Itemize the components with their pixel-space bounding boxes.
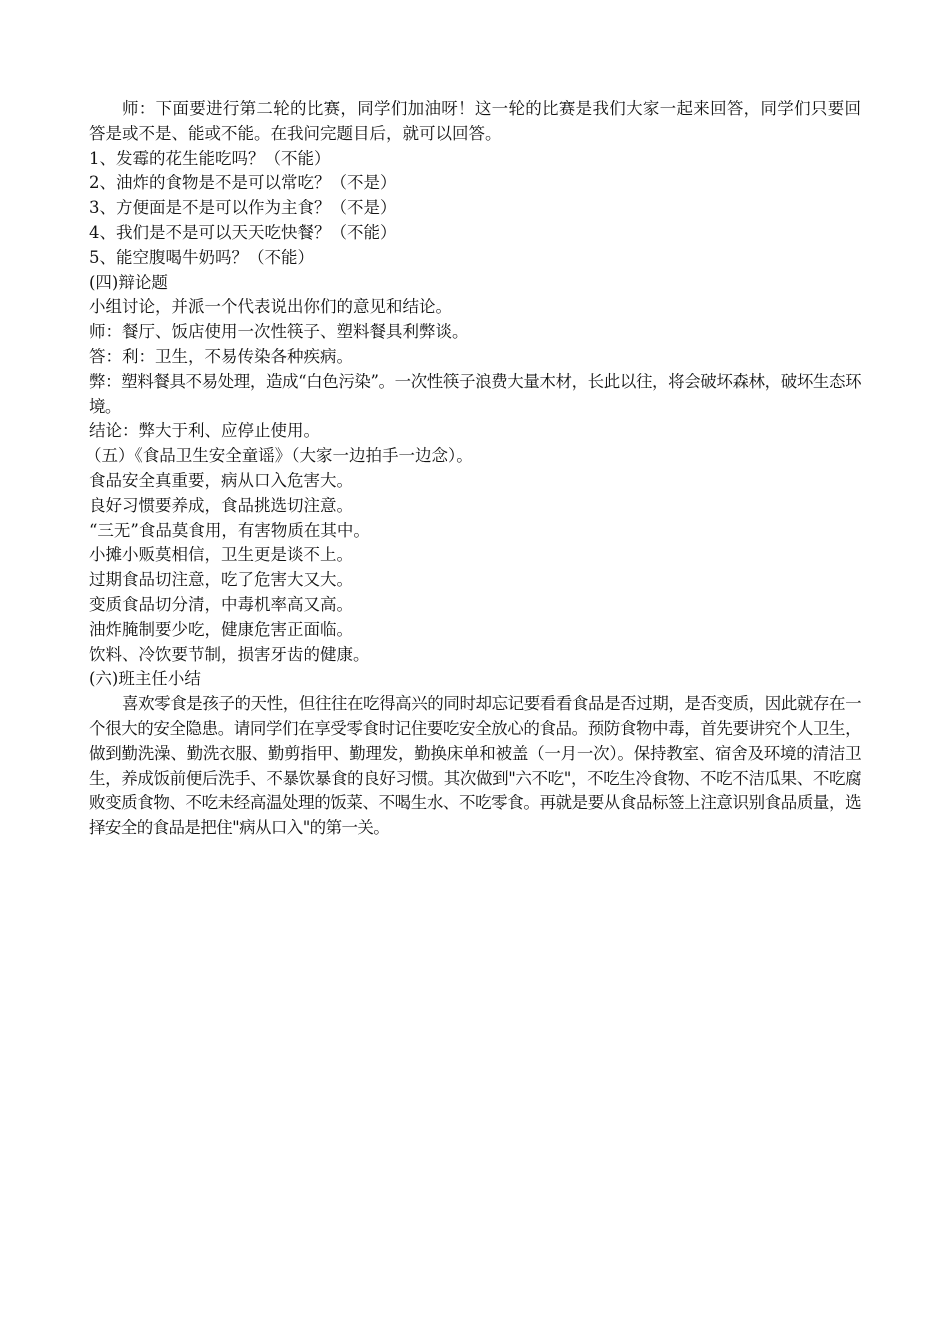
rhyme-line-7: 油炸腌制要少吃，健康危害正面临。 xyxy=(89,619,353,639)
rhyme-line-1: 食品安全真重要，病从口入危害大。 xyxy=(89,470,353,490)
rhyme-line-2: 良好习惯要养成，食品挑选切注意。 xyxy=(89,495,353,515)
question-2: 2、油炸的食物是不是可以常吃？（不是） xyxy=(89,173,397,193)
debate-disadvantage: 弊：塑料餐具不易处理，造成“白色污染”。一次性筷子浪费大量木材，长此以往，将会破坏森林，破坏生态环境。 xyxy=(89,371,861,416)
rhyme-line-6: 变质食品切分清，中毒机率高又高。 xyxy=(89,594,353,614)
debate-heading: (四)辩论题 xyxy=(89,272,168,292)
debate-conclusion: 结论：弊大于利、应停止使用。 xyxy=(89,421,320,441)
rhyme-line-3: “三无”食品莫食用，有害物质在其中。 xyxy=(89,520,370,540)
question-5: 5、能空腹喝牛奶吗？（不能） xyxy=(89,247,314,267)
debate-line-3: 答：利：卫生，不易传染各种疾病。 xyxy=(89,346,353,366)
rhyme-line-4: 小摊小贩莫相信，卫生更是谈不上。 xyxy=(89,545,353,565)
question-4: 4、我们是不是可以天天吃快餐？（不能） xyxy=(89,222,397,242)
question-3: 3、方便面是不是可以作为主食？（不是） xyxy=(89,198,397,218)
debate-line-1: 小组讨论，并派一个代表说出你们的意见和结论。 xyxy=(89,297,452,317)
question-1: 1、发霉的花生能吃吗？（不能） xyxy=(89,148,331,168)
debate-line-2: 师：餐厅、饭店使用一次性筷子、塑料餐具利弊谈。 xyxy=(89,322,469,342)
document-page xyxy=(85,97,861,841)
rhyme-line-8: 饮料、冷饮要节制，损害牙齿的健康。 xyxy=(89,644,370,664)
rhyme-line-5: 过期食品切注意，吃了危害大又大。 xyxy=(89,570,353,590)
intro-paragraph: 师：下面要进行第二轮的比赛，同学们加油呀！这一轮的比赛是我们大家一起来回答，同学们只要回答是或不是、能或不能。在我问完题目后，就可以回答。 xyxy=(89,99,861,143)
rhyme-heading: （五）《食品卫生安全童谣》（大家一边拍手一边念）。 xyxy=(85,446,473,466)
summary-heading: (六)班主任小结 xyxy=(89,669,201,689)
summary-paragraph: 喜欢零食是孩子的天性，但往往在吃得高兴的同时却忘记要看看食品是否过期，是否变质，因此就存在一个很大的安全隐患。请同学们在享受零食时记住要吃安全放心的食品。预防食物中毒，首先要讲究个人卫生，做到勤洗澡、勤洗衣服、勤剪指甲、勤理发，勤换床单和被盖（一月一次）。保持教室、宿舍及环境的清洁卫生，养成饭前便后洗手、不暴饮暴食的良好习惯。其次做到"六不吃"，不吃生冷食物、不吃不洁瓜果、不吃腐败变质食物、不吃未经高温处理的饭菜、不喝生水、不吃零食。再就是要从食品标签上注意识别食品质量，选择安全的食品是把住"病从口入"的第一关。 xyxy=(89,694,861,838)
